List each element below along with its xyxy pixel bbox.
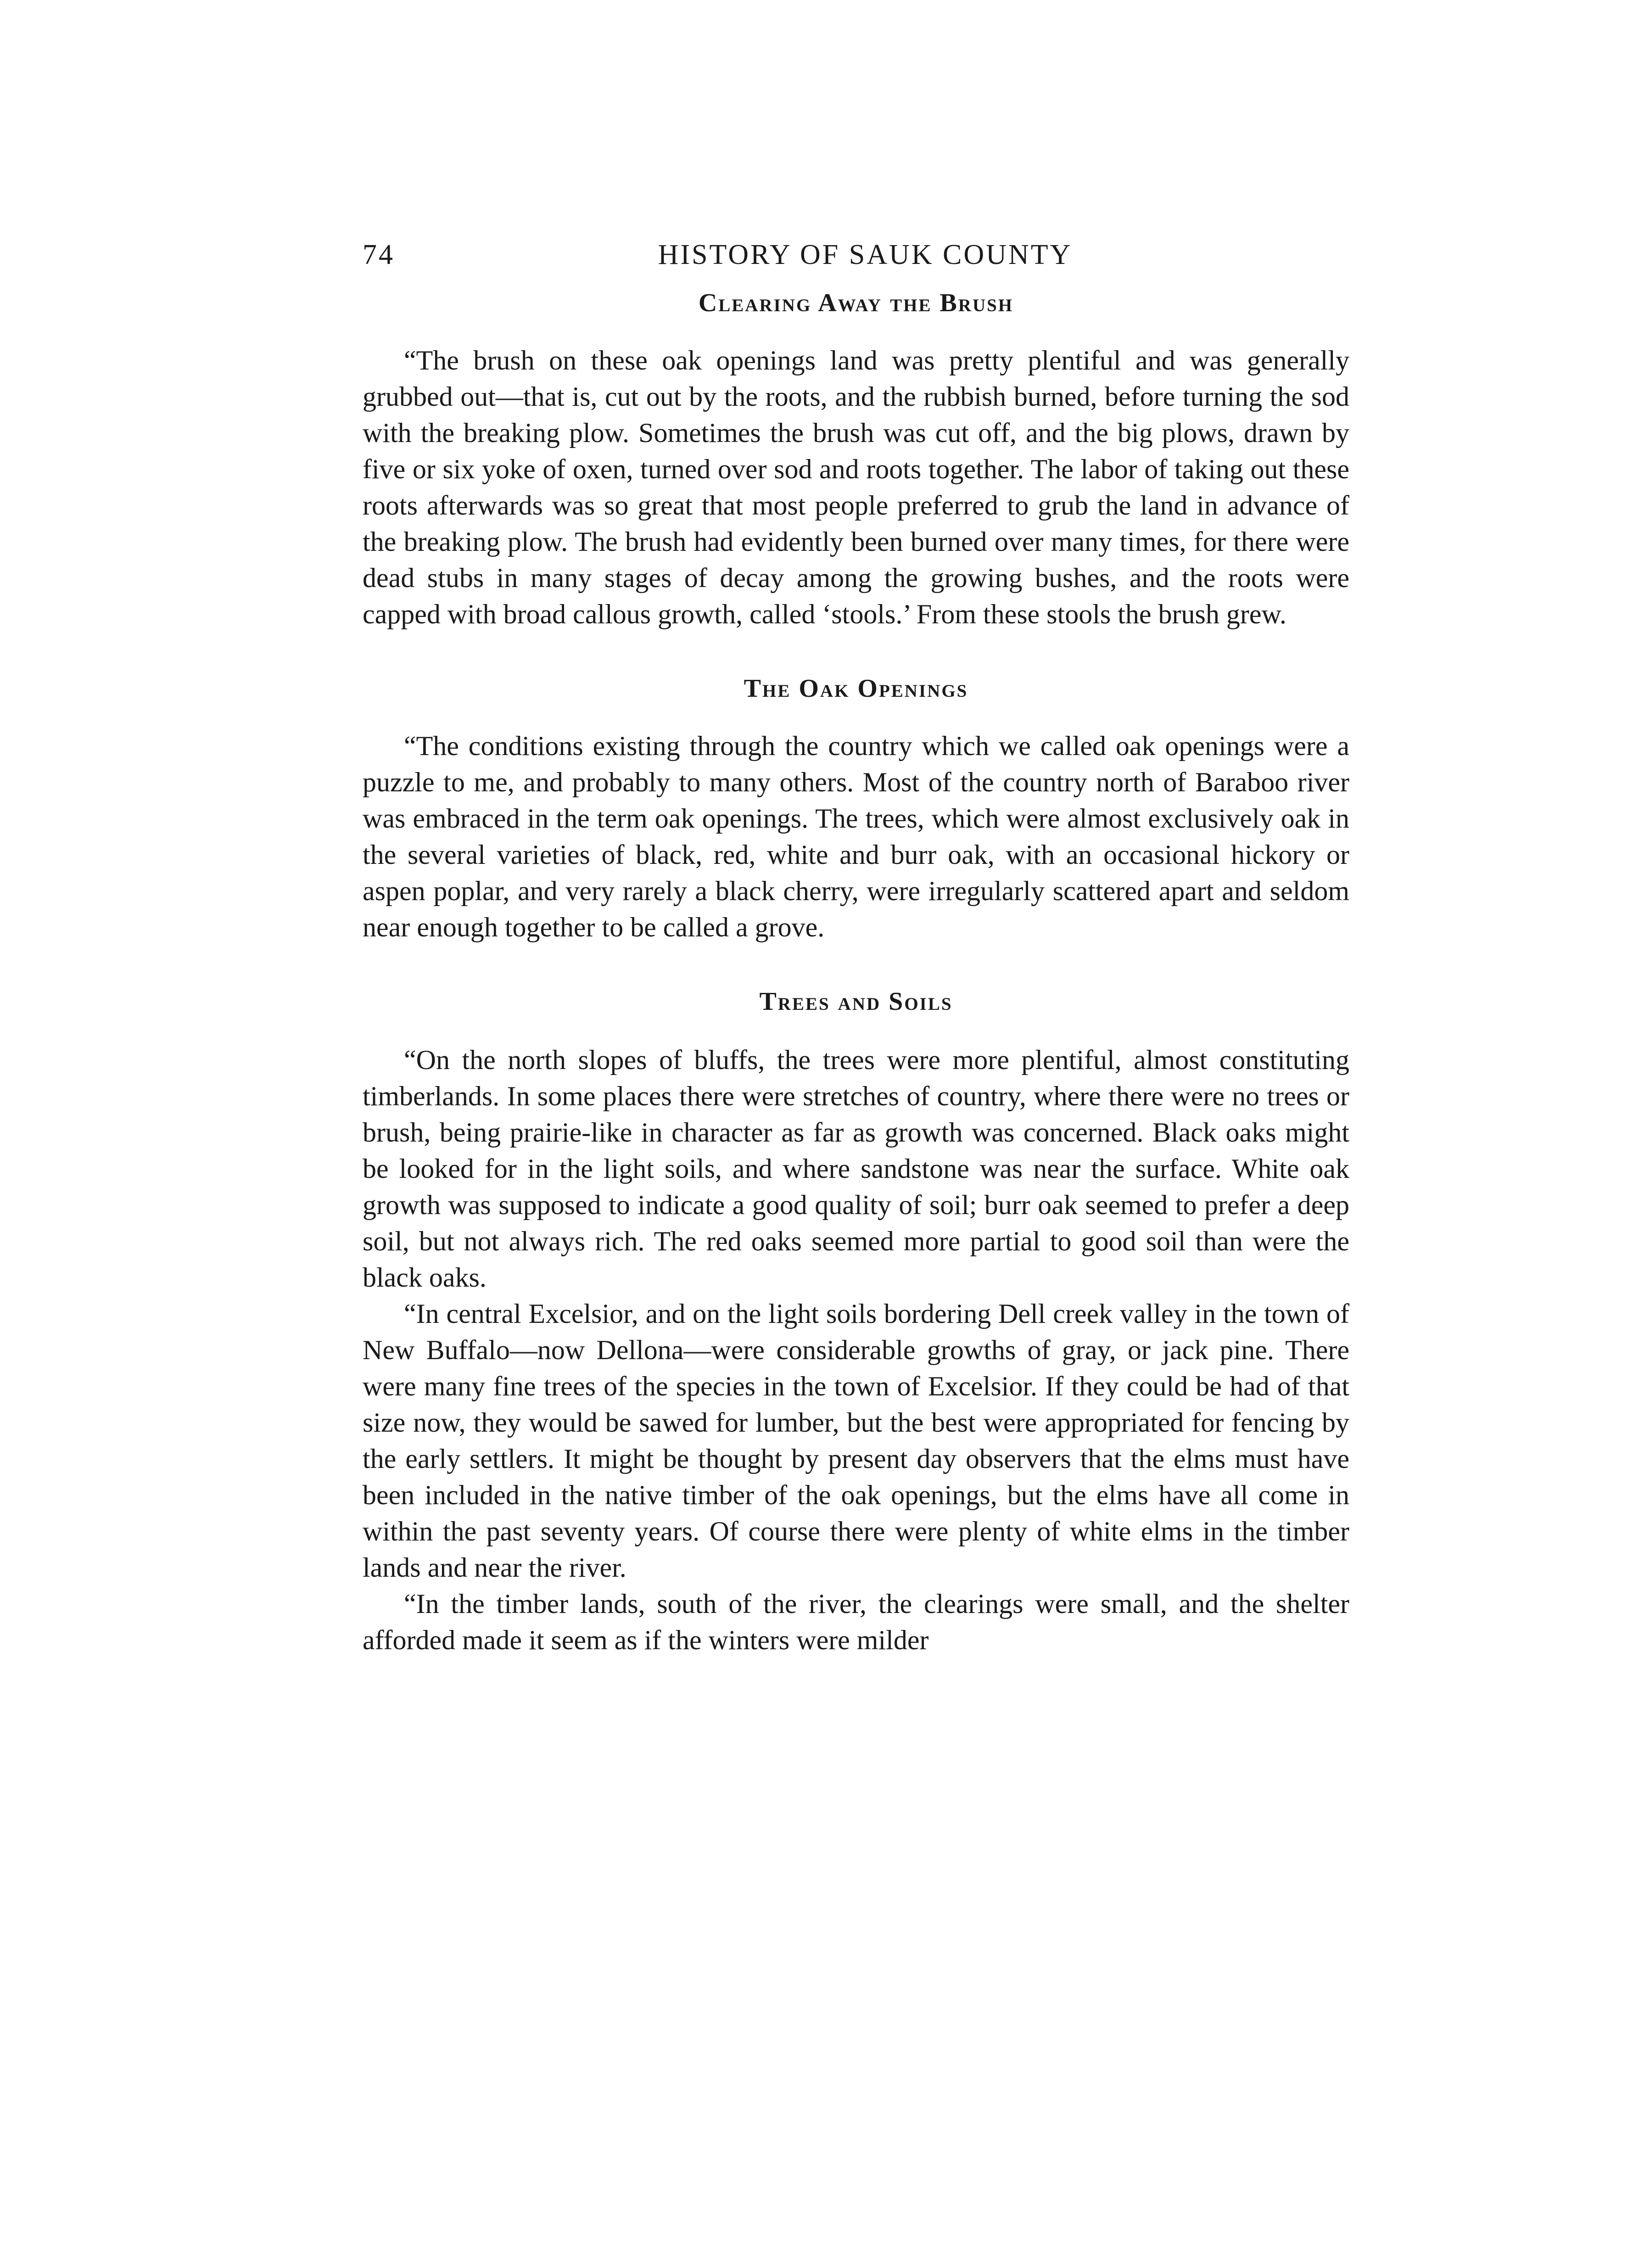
paragraph-trees-soils-1: “On the north slopes of bluffs, the trees were more plentiful, almost constituting timberlands. In some places there were stretches of country, where there were no trees or brush, being prairie-like in character as far as growth was concerned. Black oaks might be looked for in the light soils, and where sandstone was near the surface. White oak growth was supposed to indicate a good quality of soil; burr oak seemed to prefer a deep soil, but not always rich. The red oaks seemed more partial to good soil than were the black oaks. (363, 1045, 1349, 1293)
page-number: 74 (363, 239, 395, 270)
paragraph-clearing-brush: “The brush on these oak openings land was pretty plentiful and was generally grubbed out—that is, cut out by the roots, and the rubbish burned, before turning the sod with the breaking plow. Sometimes the brush was cut off, and the big plows, drawn by five or six yoke of oxen, turned over sod and roots together. The labor of taking out these roots afterwards was so great that most people preferred to grub the land in advance of the breaking plow. The brush had evidently been burned over many times, for there were dead stubs in many stages of decay among the growing bushes, and the roots were capped with broad callous growth, called ‘stools.’ From these stools the brush grew. (363, 345, 1349, 629)
section-heading-clearing-brush: Clearing Away the Brush (698, 289, 1014, 317)
section-heading-trees-soils: Trees and Soils (759, 987, 953, 1016)
paragraph-trees-soils-3: “In the timber lands, south of the river, the clearings were small, and the shelter afforded made it seem as if the winters were milder (363, 1589, 1349, 1655)
running-title: HISTORY OF SAUK COUNTY (658, 239, 1073, 270)
paragraph-oak-openings: “The conditions existing through the country which we called oak openings were a puzzle to me, and probably to many others. Most of the country north of Baraboo river was embraced in the term oak openings. The trees, which were almost exclusively oak in the several varieties of black, red, white and burr oak, with an occasional hickory or aspen poplar, and very rarely a black cherry, were irregularly scattered apart and seldom near enough together to be called a grove. (363, 731, 1349, 942)
running-head (363, 230, 1349, 285)
paragraph-trees-soils-2: “In central Excelsior, and on the light soils bordering Dell creek valley in the town of New Buffalo—now Dellona—were considerable growths of gray, or jack pine. There were many fine trees of the species in the town of Excelsior. If they could be had of that size now, they would be sawed for lumber, but the best were appropriated for fencing by the early settlers. It might be thought by present day observers that the elms must have been included in the native timber of the oak openings, but the elms have all come in within the past seventy years. Of course there were plenty of white elms in the timber lands and near the river. (363, 1299, 1349, 1583)
book-page (363, 230, 1349, 1658)
section-heading-oak-openings: The Oak Openings (744, 674, 968, 703)
